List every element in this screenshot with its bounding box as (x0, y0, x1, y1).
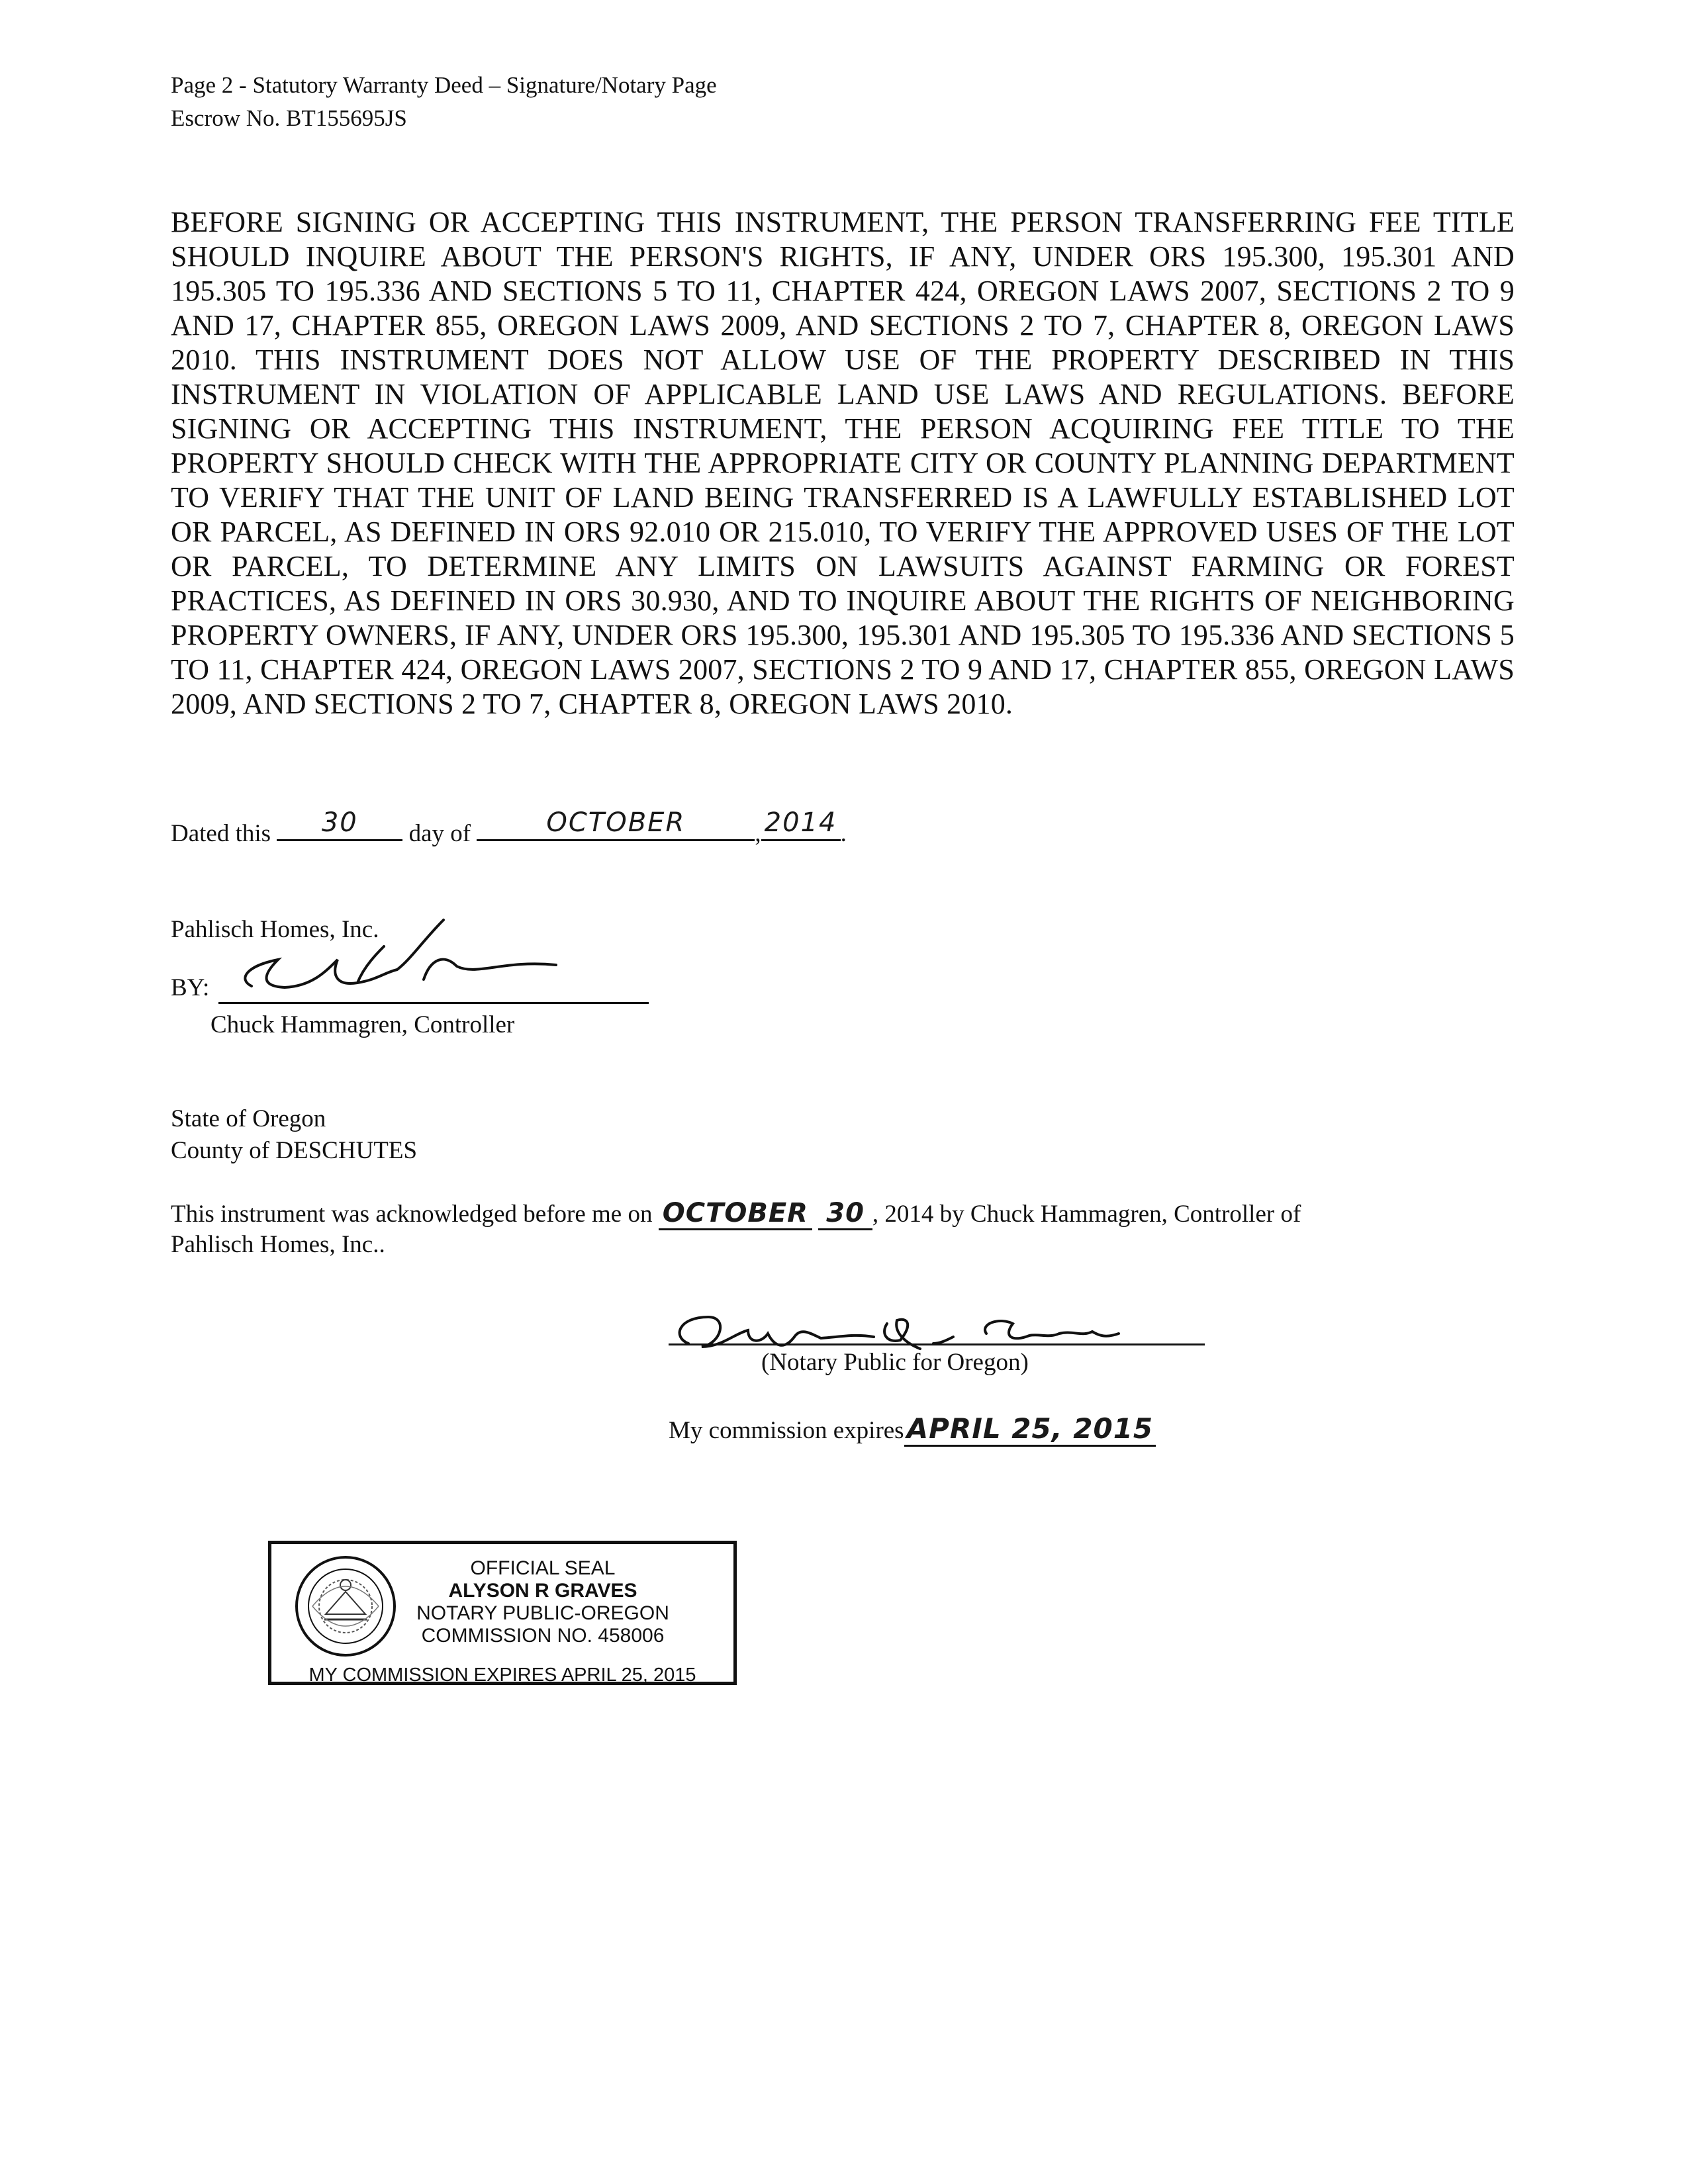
official-seal-stamp (268, 1541, 737, 1685)
dated-month-handwritten: OCTOBER (546, 807, 686, 838)
ack-suffix: , 2014 by Chuck Hammagren, Controller of (872, 1201, 1301, 1228)
dated-line (171, 807, 847, 849)
signer-name: Chuck Hammagren, Controller (211, 1011, 515, 1038)
dated-end: . (840, 820, 847, 847)
dated-mid: day of (408, 820, 471, 847)
county-line: County of DESCHUTES (171, 1137, 418, 1164)
notary-title: (Notary Public for Oregon) (761, 1349, 1029, 1376)
dated-comma: , (755, 820, 761, 847)
by-label: BY: (171, 974, 210, 1001)
ack-line2: Pahlisch Homes, Inc.. (171, 1231, 385, 1258)
state-seal-icon (293, 1553, 399, 1659)
ack-month-handwritten: OCTOBER (659, 1198, 812, 1230)
state-line: State of Oregon (171, 1105, 326, 1132)
statutory-statement: BEFORE SIGNING OR ACCEPTING THIS INSTRUMENT, THE PERSON TRANSFERRING FEE TITLE SHOULD INQUIRE ABOUT THE PERSON'S RIGHTS, IF ANY, UNDER ORS 195.300, 195.301 AND 195.305 TO 195.336 AND SECTIONS 5 TO 11, CHAPTER 424, OREGON LAWS 2007, SECTIONS 2 TO 9 AND 17, CHAPTER 855, OREGON LAWS 2009, AND SECTIONS 2 TO 7, CHAPTER 8, OREGON LAWS 2010. THIS INSTRUMENT DOES NOT ALLOW USE OF THE PROPERTY DESCRIBED IN THIS INSTRUMENT IN VIOLATION OF APPLICABLE LAND USE LAWS AND REGULATIONS. BEFORE SIGNING OR ACCEPTING THIS INSTRUMENT, THE PERSON ACQUIRING FEE TITLE TO THE PROPERTY SHOULD CHECK WITH THE APPROPRIATE CITY OR COUNTY PLANNING DEPARTMENT TO VERIFY THAT THE UNIT OF LAND BEING TRANSFERRED IS A LAWFULLY ESTABLISHED LOT OR PARCEL, AS DEFINED IN ORS 92.010 OR 215.010, TO VERIFY THE APPROVED USES OF THE LOT OR PARCEL, TO DETERMINE ANY LIMITS ON LAWSUITS AGAINST FARMING OR FOREST PRACTICES, AS DEFINED IN ORS 30.930, AND TO INQUIRE ABOUT THE RIGHTS OF NEIGHBORING PROPERTY OWNERS, IF ANY, UNDER ORS 195.300, 195.301 AND 195.305 TO 195.336 AND SECTIONS 5 TO 11, CHAPTER 424, OREGON LAWS 2007, SECTIONS 2 TO 9 AND 17, CHAPTER 855, OREGON LAWS 2009, AND SECTIONS 2 TO 7, CHAPTER 8, OREGON LAWS 2010. (171, 206, 1515, 720)
seal-expiration: MY COMMISSION EXPIRES APRIL 25, 2015 (308, 1664, 696, 1686)
dated-day-field (277, 807, 402, 841)
ack-day-handwritten: 30 (818, 1198, 872, 1230)
dated-year-field (761, 807, 841, 841)
ack-prefix: This instrument was acknowledged before me on (171, 1201, 653, 1228)
seal-commission-number: COMMISSION NO. 458006 (421, 1625, 665, 1647)
seal-heading: OFFICIAL SEAL (470, 1557, 616, 1579)
commission-date-handwritten: APRIL 25, 2015 (904, 1412, 1156, 1447)
grantor-signature (225, 913, 596, 1006)
acknowledgment-line (171, 1198, 1528, 1230)
header-title: Page 2 - Statutory Warranty Deed – Signature/Notary Page (171, 72, 717, 98)
grantor-company: Pahlisch Homes, Inc. (171, 916, 379, 943)
seal-notary-title: NOTARY PUBLIC-OREGON (416, 1602, 669, 1624)
page-header (171, 69, 717, 135)
notary-signature-line (669, 1343, 1205, 1345)
commission-line (669, 1414, 1156, 1446)
seal-notary-name: ALYSON R GRAVES (448, 1580, 637, 1602)
dated-year-handwritten: 2014 (764, 807, 837, 838)
commission-label: My commission expires (669, 1417, 904, 1444)
dated-month-field (477, 807, 755, 841)
seal-text-block (404, 1557, 682, 1647)
dated-day-handwritten: 30 (321, 807, 358, 838)
dated-prefix: Dated this (171, 820, 271, 847)
escrow-number: Escrow No. BT155695JS (171, 105, 407, 131)
